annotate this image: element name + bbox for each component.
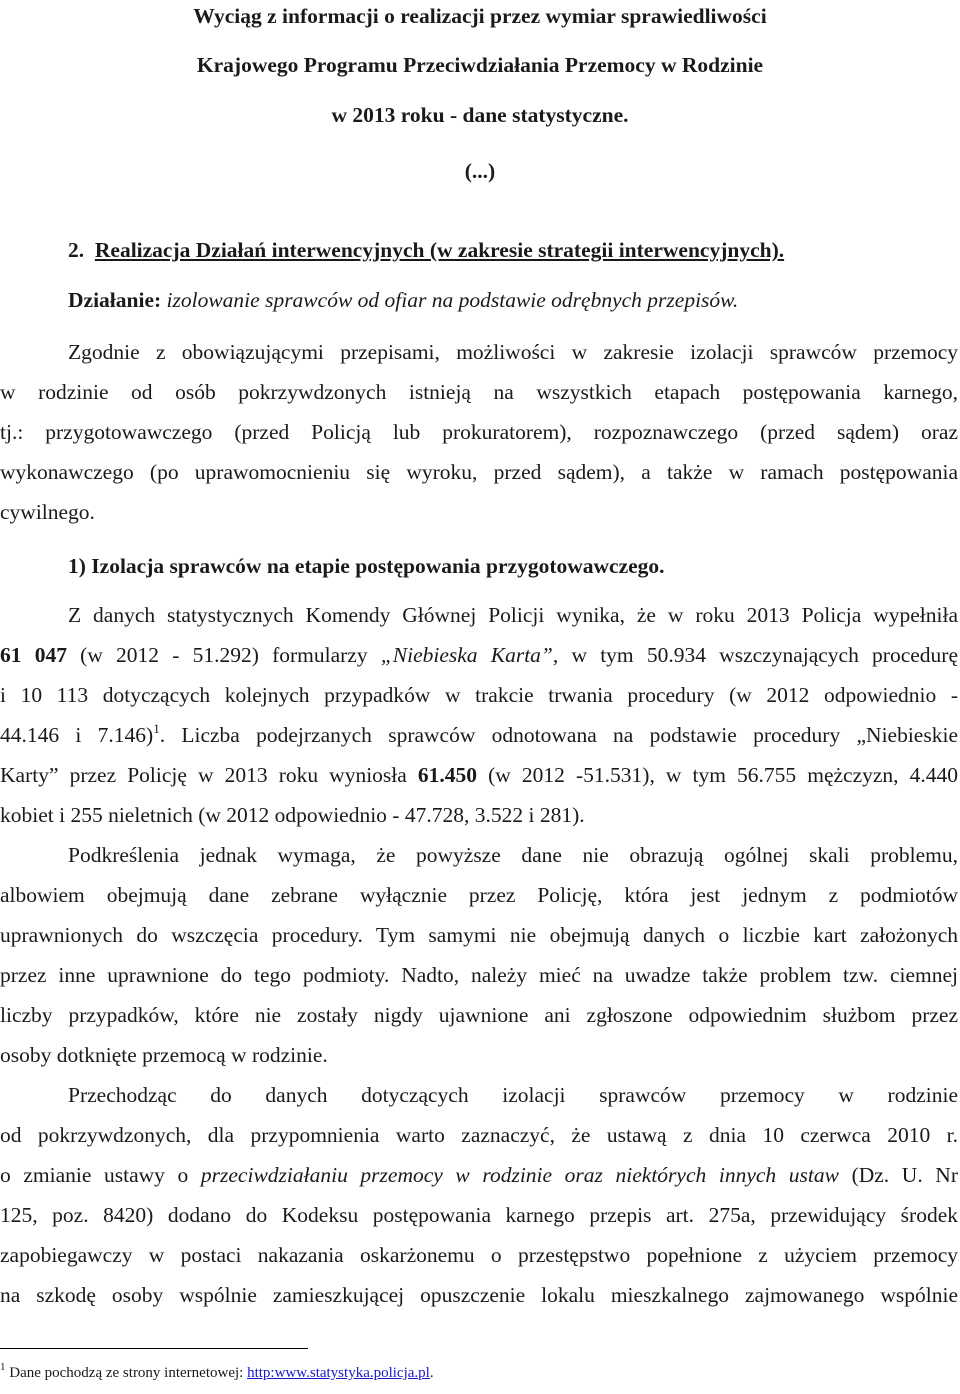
- para4-line-5: zapobiegawczy w postaci nakazania oskarżonemu o przestępstwo popełnione z użyciem przemocy: [0, 1243, 958, 1267]
- para4-line-2: od pokrzywdzonych, dla przypomnienia warto zaznaczyć, że ustawą z dnia 10 czerwca 2010 r.: [0, 1123, 958, 1147]
- para1-line: Zgodnie z obowiązującymi przepisami, możliwości w zakresie izolacji sprawców przemocy: [68, 340, 958, 364]
- para4-line-3: o zmianie ustawy o przeciwdziałaniu przemocy w rodzinie oraz niektórych innych ustaw (Dz. U. Nr: [0, 1163, 958, 1187]
- para3-line: albowiem obejmują dane zebrane wyłącznie przez Policję, która jest jednym z podmiotów: [0, 883, 958, 907]
- para4-line-4: 125, poz. 8420) dodano do Kodeksu postępowania karnego przepis art. 275a, przewidujący środek: [0, 1203, 958, 1227]
- footnote-marker: 1: [0, 1361, 6, 1373]
- para1-line: tj.: przygotowawczego (przed Policją lub prokuratorem), rozpoznawczego (przed sądem) oraz: [0, 420, 958, 444]
- section-heading: [68, 237, 958, 263]
- para3-line: liczby przypadków, które nie zostały nigdy ujawnione ani zgłoszone odpowiednim służbom przez: [0, 1003, 958, 1027]
- para3-line: osoby dotknięte przemocą w rodzinie.: [0, 1043, 328, 1067]
- footnote-separator: [0, 1348, 308, 1349]
- para4-line-6: na szkodę osoby wspólnie zamieszkującej opuszczenie lokalu mieszkalnego zajmowanego wspólnie: [0, 1283, 958, 1307]
- niebieska-karta: „Niebieska Karta”: [380, 643, 553, 667]
- footnote-text: Dane pochodzą ze strony internetowej:: [9, 1365, 244, 1381]
- para2-line-6: kobiet i 255 nieletnich (w 2012 odpowiednio - 47.728, 3.522 i 281).: [0, 803, 585, 827]
- para2-line-2: 61 047 (w 2012 - 51.292) formularzy „Niebieska Karta”, w tym 50.934 wszczynających procedurę: [0, 643, 958, 667]
- para4-line-1: Przechodząc do danych dotyczących izolacji sprawców przemocy w rodzinie: [68, 1083, 958, 1107]
- footnote-ref: 1: [153, 721, 160, 736]
- footnote: $^1$ Dane pochodzą ze strony internetowej: http:www.statystyka.policja.pl.: [0, 1361, 434, 1381]
- para2-line-1: Z danych statystycznych Komendy Głównej Policji wynika, że w roku 2013 Policja wypełniła: [68, 603, 958, 627]
- para2-line-5: Karty” przez Policję w 2013 roku wyniosła 61.450 (w 2012 -51.531), w tym 56.755 mężczyzn, 4.440: [0, 763, 959, 787]
- title-line-1: Wyciąg z informacji o realizacji przez wymiar sprawiedliwości: [193, 4, 767, 28]
- act-title: przeciwdziałaniu przemocy w rodzinie oraz niektórych innych ustaw: [200, 1163, 839, 1187]
- para3-line: Podkreślenia jednak wymaga, że powyższe dane nie obrazują ogólnej skali problemu,: [68, 843, 958, 867]
- action-label: Działanie:: [68, 288, 162, 312]
- action-text: izolowanie sprawców od ofiar na podstawie odrębnych przepisów.: [166, 288, 739, 312]
- section-heading-text: Realizacja Działań interwencyjnych (w zakresie strategii interwencyjnych).: [94, 238, 785, 262]
- para2-line-4: 44.146 i 7.146)$^1$. Liczba podejrzanych sprawców odnotowana na podstawie procedury „Niebieskie: [0, 721, 958, 747]
- para1-line: cywilnego.: [0, 500, 95, 524]
- subheading: 1) Izolacja sprawców na etapie postępowania przygotowawczego.: [68, 554, 665, 578]
- title-line-2: Krajowego Programu Przeciwdziałania Przemocy w Rodzinie: [196, 53, 764, 77]
- para3-line: uprawnionych do wszczęcia procedury. Tym samymi nie obejmują danych o liczbie kart założonych: [0, 923, 958, 947]
- para2-line-3: i 10 113 dotyczących kolejnych przypadków w trakcie trwania procedury (w 2012 odpowiednio -: [0, 683, 958, 707]
- para1-line: w rodzinie od osób pokrzywdzonych istnieją na wszystkich etapach postępowania karnego,: [0, 380, 958, 404]
- ellipsis: (...): [464, 159, 496, 183]
- para1-line: wykonawczego (po uprawomocnieniu się wyroku, przed sądem), a także w ramach postępowania: [0, 460, 958, 484]
- count-forms: 61 047: [0, 643, 67, 667]
- section-number: 2.: [68, 238, 85, 262]
- title-line-3: w 2013 roku - dane statystyczne.: [331, 103, 629, 127]
- action-line: [68, 287, 958, 313]
- footnote-link[interactable]: http:www.statystyka.policja.pl: [247, 1365, 430, 1381]
- para3-line: przez inne uprawnione do tego podmioty. Nadto, należy mieć na uwadze także problem tzw. ciemnej: [0, 963, 958, 987]
- count-suspects: 61.450: [417, 763, 478, 787]
